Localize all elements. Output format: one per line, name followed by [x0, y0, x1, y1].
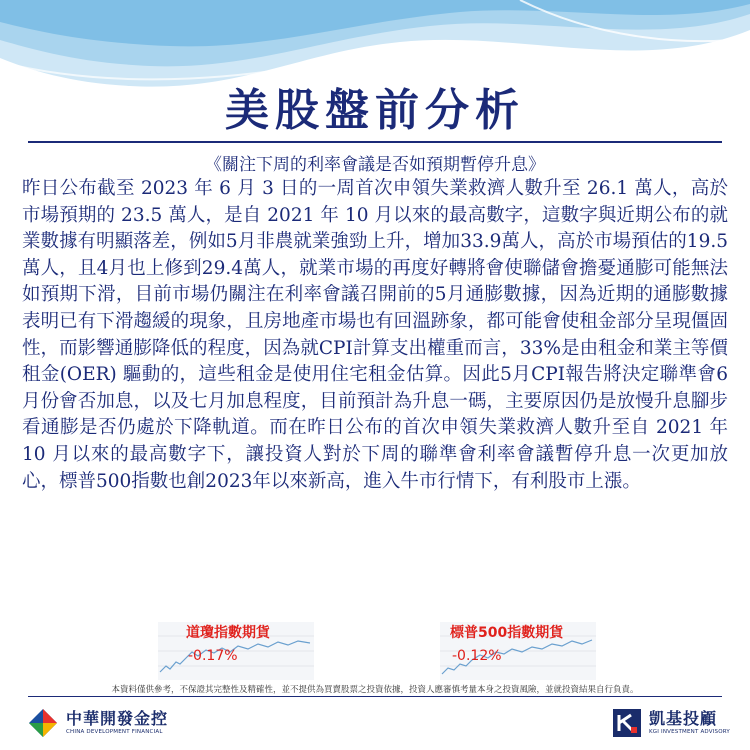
- title-divider: [28, 141, 722, 143]
- cdf-logo-icon: [28, 708, 58, 738]
- sp500-futures-card: [440, 622, 596, 680]
- sp500-futures-label: 標普500指數期貨: [450, 625, 564, 641]
- kgi-logo: [613, 706, 730, 740]
- cdf-logo-subtitle: CHINA DEVELOPMENT FINANCIAL: [66, 729, 163, 735]
- dow-futures-card: [158, 622, 314, 680]
- cdf-logo: [28, 706, 168, 740]
- page-title: 美股盤前分析: [225, 85, 525, 136]
- footer-divider: [28, 696, 722, 697]
- kgi-logo-subtitle: KGI INVESTMENT ADVISORY: [648, 729, 730, 735]
- kgi-logo-name: 凱基投顧: [648, 709, 717, 728]
- kgi-logo-icon: [613, 709, 641, 737]
- dow-futures-label: 道瓊指數期貨: [186, 625, 270, 641]
- dow-futures-change: -0.17%: [188, 648, 238, 664]
- article-subtitle: 《關注下周的利率會議是否如預期暫停升息》: [205, 155, 545, 175]
- sp500-futures-change: -0.12%: [452, 648, 502, 664]
- article-body: 昨日公布截至 2023 年 6 月 3 日的一周首次申領失業救濟人數升至 26.1 萬人，高於市場預期的 23.5 萬人，是自 2021 年 10 月以來的最高數字，這數字與近期公布的就業數據有明顯落差，例如5月非農就業強勁上升，增加33.9萬人，高於市場預估的19.5萬人，且4月也上修到29.4萬人，就業市場的再度好轉將會使聯儲會擔憂通膨可能無法如預期下滑，目前市場仍關注在利率會議召開前的5月通膨數據，因為近期的通膨數據表明已有下滑趨緩的現象，且房地產市場也有回溫跡象，都可能會使租金部分呈現僵固性，而影響通膨降低的程度，因為就CPI計算支出權重而言，33%是由租金和業主等價租金(OER) 驅動的，這些租金是使用住宅租金估算。因此5月CPI報告將決定聯準會6月份會否加息，以及七月加息程度，目前預計為升息一碼，主要原因仍是放慢升息腳步看通膨是否仍處於下降軌道。而在昨日公布的首次申領失業救濟人數升至自 2021 年 10 月以來的最高數字下，讓投資人對於下周的聯準會利率會議暫停升息一次更加放心，標普500指數也創2023年以來新高，進入牛市行情下，有利股市上漲。: [22, 178, 728, 492]
- disclaimer-text: 本資料僅供參考，不保證其完整性及精確性，並不提供為買賣股票之投資依據，投資人應審慎考量本身之投資風險，並就投資結果自行負責。: [111, 685, 639, 695]
- cdf-logo-name: 中華開發金控: [66, 709, 169, 728]
